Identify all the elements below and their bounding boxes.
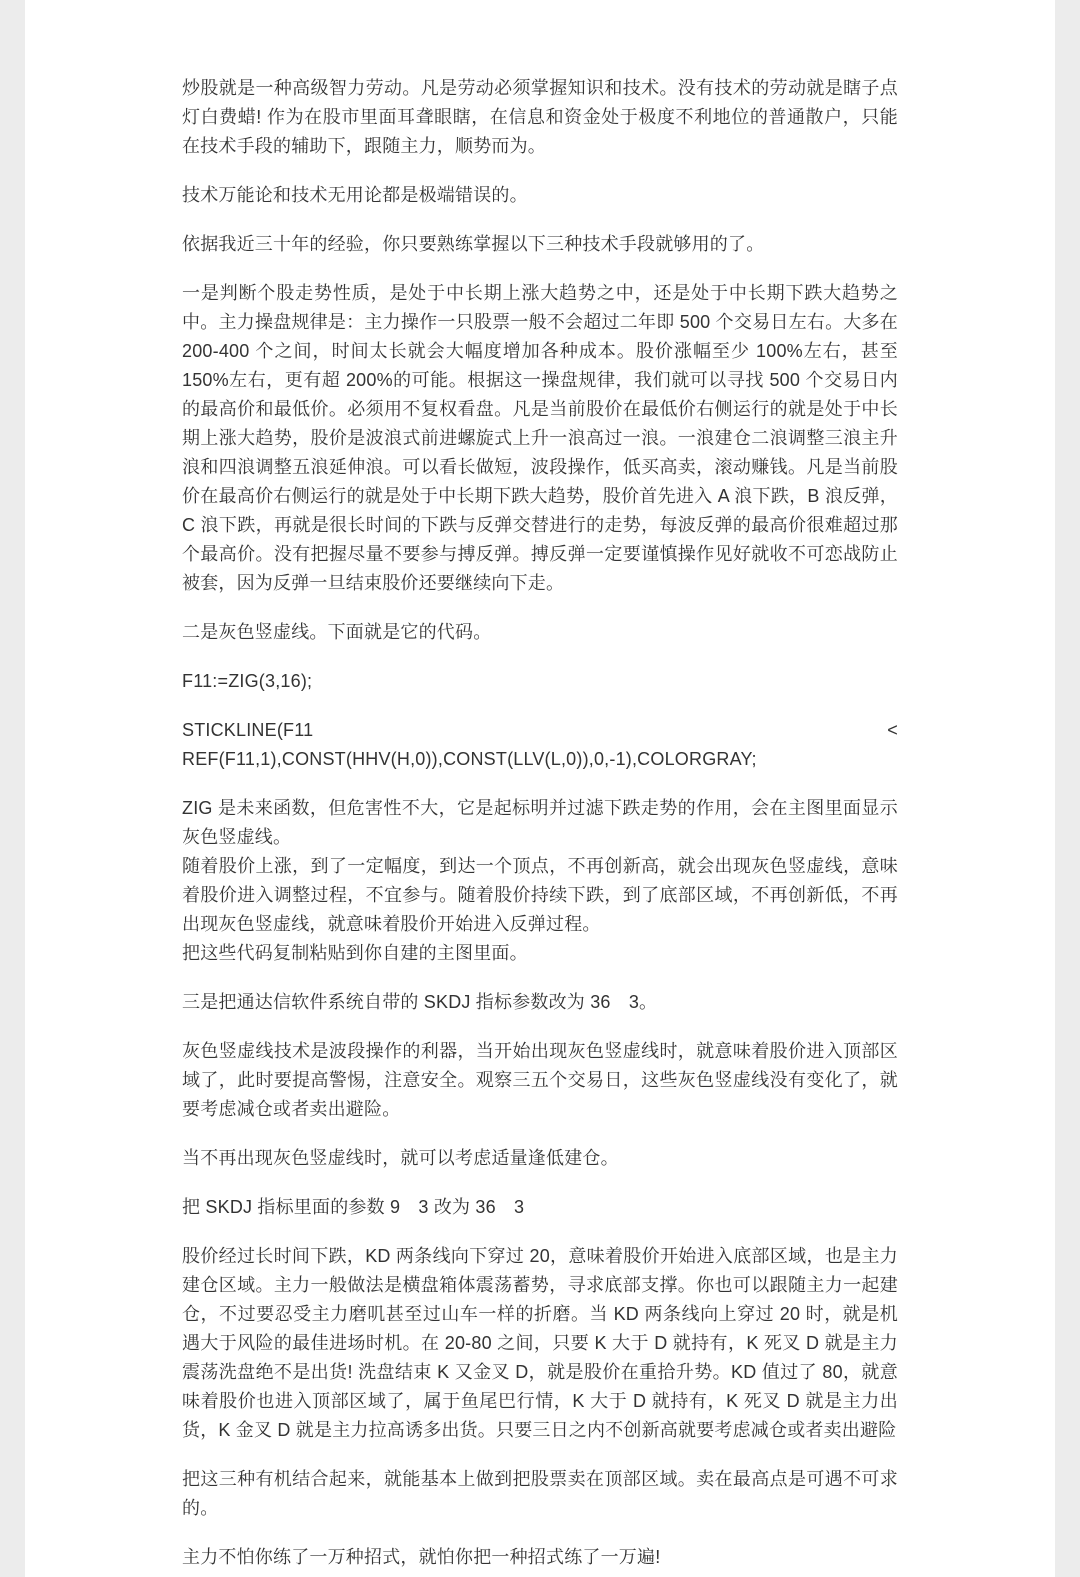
zig-explanation-line-3: 把这些代码复制粘贴到你自建的主图里面。 <box>182 943 528 963</box>
method-two-gray-line-paragraph: 二是灰色竖虚线。下面就是它的代码。 <box>182 622 492 642</box>
zig-explanation-line-1: ZIG 是未来函数，但危害性不大，它是起标明并过滤下跌走势的作用，会在主图里面显示灰色竖虚线。 <box>182 798 898 847</box>
method-one-trend-paragraph: 一是判断个股走势性质，是处于中长期上涨大趋势之中，还是处于中长期下跌大趋势之中。主力操盘规律是：主力操作一只股票一般不会超过二年即 500 个交易日左右。大多在 200-400 个之间，时间太长就会大幅度增加各种成本。股价涨幅至少 100%左右，甚至 150%左右，更有超 200%的可能。根据这一操盘规律，我们就可以寻找 500 个交易日内的最高价和最低价。必须用不复权看盘。凡是当前股价在最低价右侧运行的就是处于中长期上涨大趋势，股价是波浪式前进螺旋式上升一浪高过一浪。一浪建仓二浪调整三浪主升浪和四浪调整五浪延伸浪。可以看长做短，波段操作，低买高卖，滚动赚钱。凡是当前股价在最高价右侧运行的就是处于中长期下跌大趋势，股价首先进入 A 浪下跌，B 浪反弹，C 浪下跌，再就是很长时间的下跌与反弹交替进行的走势，每波反弹的最高价很难超过那个最高价。没有把握尽量不要参与搏反弹。搏反弹一定要谨慎操作见好就收不可恋战防止被套，因为反弹一旦结束股价还要继续向下走。 <box>182 283 898 593</box>
kd-strategy-paragraph: 股价经过长时间下跌，KD 两条线向下穿过 20，意味着股价开始进入底部区域，也是主力建仓区域。主力一般做法是横盘箱体震荡蓄势，寻求底部支撑。你也可以跟随主力一起建仓，不过要忍受主力磨叽甚至过山车一样的折磨。当 KD 两条线向上穿过 20 时，就是机遇大于风险的最佳进场时机。在 20-80 之间，只要 K 大于 D 就持有，K 死叉 D 就是主力震荡洗盘绝不是出货! 洗盘结束 K 又金叉 D，就是股价在重拾升势。KD 值过了 80，就意味着股价也进入顶部区域了，属于鱼尾巴行情，K 大于 D 就持有，K 死叉 D 就是主力出货，K 金叉 D 就是主力拉高诱多出货。只要三日之内不创新高就要考虑减仓或者卖出避险 <box>182 1246 898 1440</box>
formula-line-f11: F11:=ZIG(3,16); <box>182 671 313 691</box>
formula-line-stickline: STICKLINE(F11 < REF(F11,1),CONST(HHV(H,0)),CONST(LLV(L,0)),0,-1),COLORGRAY; <box>182 720 898 769</box>
closing-paragraph: 主力不怕你练了一万种招式，就怕你把一种招式练了一万遍! <box>182 1547 661 1567</box>
gray-line-usage-paragraph: 灰色竖虚线技术是波段操作的利器，当开始出现灰色竖虚线时，就意味着股价进入顶部区域了，此时要提高警惕，注意安全。观察三五个交易日，这些灰色竖虚线没有变化了，就要考虑减仓或者卖出避险。 <box>182 1041 898 1119</box>
article-sheet <box>25 0 1055 1577</box>
buy-low-paragraph: 当不再出现灰色竖虚线时，就可以考虑适量逢低建仓。 <box>182 1148 619 1168</box>
zig-explanation-line-2: 随着股价上涨，到了一定幅度，到达一个顶点，不再创新高，就会出现灰色竖虚线，意味着股价进入调整过程，不宜参与。随着股价持续下跌，到了底部区域，不再创新低，不再出现灰色竖虚线，就意味着股价开始进入反弹过程。 <box>182 856 898 934</box>
tech-extremes-paragraph: 技术万能论和技术无用论都是极端错误的。 <box>182 185 528 205</box>
zig-explanation-paragraph <box>182 794 898 968</box>
combine-methods-paragraph: 把这三种有机结合起来，就能基本上做到把股票卖在顶部区域。卖在最高点是可遇不可求的。 <box>182 1469 898 1518</box>
article-body <box>182 74 898 1572</box>
method-three-skdj-paragraph: 三是把通达信软件系统自带的 SKDJ 指标参数改为 36 3。 <box>182 992 658 1012</box>
experience-paragraph: 依据我近三十年的经验，你只要熟练掌握以下三种技术手段就够用的了。 <box>182 234 765 254</box>
intro-paragraph: 炒股就是一种高级智力劳动。凡是劳动必须掌握知识和技术。没有技术的劳动就是瞎子点灯白费蜡! 作为在股市里面耳聋眼瞎，在信息和资金处于极度不利地位的普通散户，只能在技术手段的辅助下，跟随主力，顺势而为。 <box>182 78 898 156</box>
skdj-parameter-paragraph: 把 SKDJ 指标里面的参数 9 3 改为 36 3 <box>182 1197 525 1217</box>
